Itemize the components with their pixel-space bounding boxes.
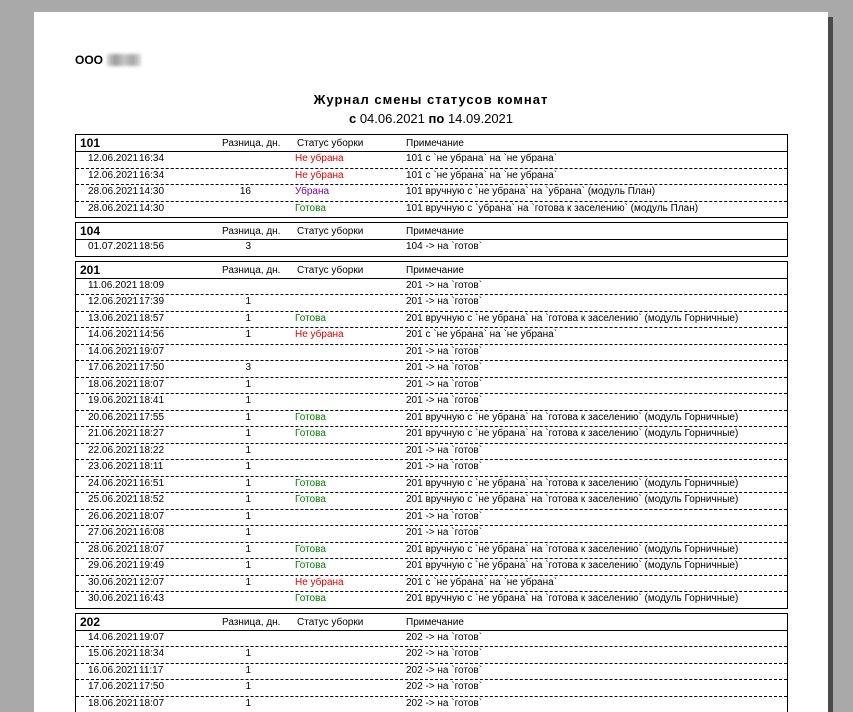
row-note: 201 -> на `готов` [406, 461, 482, 472]
row-diff-days: 1 [231, 395, 251, 406]
room-sections [75, 134, 788, 712]
row-note: 201 вручную с `не убрана` на `готова к заселению` (модуль Горничные) [406, 494, 738, 505]
row-cleaning-status: Готова [295, 428, 326, 439]
row-date: 19.06.2021 [88, 395, 138, 406]
column-header-diff: Разница, дн. [222, 617, 280, 628]
row-date: 26.06.2021 [88, 511, 138, 522]
row-note: 101 с `не убрана` на `не убрана` [406, 153, 557, 164]
row-note: 201 вручную с `не убрана` на `готова к заселению` (модуль Горничные) [406, 478, 738, 489]
row-date: 21.06.2021 [88, 428, 138, 439]
row-note: 201 вручную с `не убрана` на `готова к заселению` (модуль Горничные) [406, 544, 738, 555]
row-diff-days: 1 [231, 544, 251, 555]
row-diff-days: 1 [231, 527, 251, 538]
log-row [76, 592, 787, 608]
row-date: 23.06.2021 [88, 461, 138, 472]
room-number: 101 [80, 136, 100, 150]
row-time: 18:56 [139, 241, 164, 252]
log-row [76, 647, 787, 664]
column-header-note: Примечание [406, 617, 464, 628]
period-to-label: по [429, 111, 445, 126]
room-number: 202 [80, 615, 100, 629]
room-number: 104 [80, 224, 100, 238]
report-title: Журнал смены статусов комнат [34, 92, 828, 107]
row-note: 201 вручную с `не убрана` на `готова к заселению` (модуль Горничные) [406, 560, 738, 571]
row-time: 17:55 [139, 412, 164, 423]
row-date: 14.06.2021 [88, 632, 138, 643]
log-row [76, 240, 787, 256]
row-diff-days: 1 [231, 560, 251, 571]
row-cleaning-status: Готова [295, 560, 326, 571]
room-section [75, 134, 788, 218]
row-time: 11:17 [139, 665, 163, 676]
row-cleaning-status: Не убрана [295, 153, 344, 164]
row-time: 18:07 [139, 698, 164, 709]
row-time: 16:51 [139, 478, 164, 489]
log-row [76, 295, 787, 312]
row-time: 16:08 [139, 527, 164, 538]
row-time: 12:07 [139, 577, 164, 588]
row-diff-days: 1 [231, 313, 251, 324]
row-time: 19:07 [139, 346, 164, 357]
column-header-diff: Разница, дн. [222, 265, 280, 276]
row-diff-days: 1 [231, 494, 251, 505]
row-note: 201 с `не убрана` на `не убрана` [406, 329, 557, 340]
row-note: 201 -> на `готов` [406, 511, 482, 522]
log-row [76, 631, 787, 648]
column-header-diff: Разница, дн. [222, 138, 280, 149]
room-header [76, 262, 787, 279]
row-diff-days: 1 [231, 329, 251, 340]
row-date: 22.06.2021 [88, 445, 138, 456]
log-row [76, 411, 787, 428]
room-header [76, 223, 787, 240]
row-time: 16:43 [139, 593, 164, 604]
log-row [76, 378, 787, 395]
log-row [76, 697, 787, 712]
log-row [76, 680, 787, 697]
row-time: 18:27 [139, 428, 164, 439]
row-time: 18:41 [139, 395, 164, 406]
log-row [76, 510, 787, 527]
row-diff-days: 1 [231, 445, 251, 456]
row-time: 19:49 [139, 560, 164, 571]
row-date: 27.06.2021 [88, 527, 138, 538]
company-prefix: ООО [75, 53, 103, 67]
period-from: 04.06.2021 [360, 111, 425, 126]
row-cleaning-status: Не убрана [295, 577, 344, 588]
row-diff-days: 3 [231, 241, 251, 252]
row-time: 17:39 [139, 296, 164, 307]
column-header-status: Статус уборки [297, 265, 363, 276]
log-row [76, 312, 787, 329]
report-period [34, 111, 828, 126]
row-date: 13.06.2021 [88, 313, 138, 324]
row-cleaning-status: Готова [295, 544, 326, 555]
column-header-status: Статус уборки [297, 226, 363, 237]
column-header-note: Примечание [406, 226, 464, 237]
row-note: 201 -> на `готов` [406, 379, 482, 390]
row-note: 201 вручную с `не убрана` на `готова к заселению` (модуль Горничные) [406, 412, 738, 423]
row-date: 20.06.2021 [88, 412, 138, 423]
room-section [75, 613, 788, 712]
row-note: 101 вручную с `убрана` на `готова к заселению` (модуль План) [406, 203, 698, 214]
column-header-note: Примечание [406, 138, 464, 149]
room-header [76, 614, 787, 631]
row-time: 18:57 [139, 313, 164, 324]
row-date: 14.06.2021 [88, 346, 138, 357]
row-note: 201 вручную с `не убрана` на `готова к заселению` (модуль Горничные) [406, 313, 738, 324]
column-header-status: Статус уборки [297, 138, 363, 149]
row-date: 16.06.2021 [88, 665, 138, 676]
row-note: 202 -> на `готов` [406, 632, 482, 643]
row-diff-days: 1 [231, 681, 251, 692]
row-date: 24.06.2021 [88, 478, 138, 489]
row-date: 15.06.2021 [88, 648, 138, 659]
log-row [76, 576, 787, 593]
row-diff-days: 16 [231, 186, 251, 197]
log-row [76, 543, 787, 560]
row-note: 201 -> на `готов` [406, 362, 482, 373]
row-date: 14.06.2021 [88, 329, 138, 340]
log-row [76, 185, 787, 202]
room-section [75, 222, 788, 257]
period-to: 14.09.2021 [448, 111, 513, 126]
row-note: 202 -> на `готов` [406, 681, 482, 692]
room-number: 201 [80, 263, 100, 277]
column-header-status: Статус уборки [297, 617, 363, 628]
row-time: 18:52 [139, 494, 164, 505]
row-date: 30.06.2021 [88, 577, 138, 588]
row-date: 28.06.2021 [88, 186, 138, 197]
log-row [76, 460, 787, 477]
row-cleaning-status: Не убрана [295, 329, 344, 340]
row-date: 25.06.2021 [88, 494, 138, 505]
row-note: 202 -> на `готов` [406, 648, 482, 659]
row-time: 17:50 [139, 362, 164, 373]
row-diff-days: 3 [231, 362, 251, 373]
row-time: 16:34 [139, 170, 164, 181]
log-row [76, 328, 787, 345]
row-cleaning-status: Готова [295, 593, 326, 604]
row-time: 14:30 [139, 186, 164, 197]
company-name [75, 53, 141, 67]
row-time: 14:30 [139, 203, 164, 214]
log-row [76, 664, 787, 681]
row-time: 18:07 [139, 511, 164, 522]
row-diff-days: 1 [231, 698, 251, 709]
row-diff-days: 1 [231, 478, 251, 489]
log-row [76, 493, 787, 510]
row-note: 101 вручную с `не убрана` на `убрана` (модуль План) [406, 186, 655, 197]
row-note: 201 с `не убрана` на `не убрана` [406, 577, 557, 588]
log-row [76, 477, 787, 494]
row-date: 12.06.2021 [88, 153, 138, 164]
row-diff-days: 1 [231, 379, 251, 390]
column-header-diff: Разница, дн. [222, 226, 280, 237]
column-header-note: Примечание [406, 265, 464, 276]
log-row [76, 169, 787, 186]
report-page [34, 12, 828, 712]
row-time: 18:11 [139, 461, 163, 472]
row-date: 12.06.2021 [88, 296, 138, 307]
row-note: 201 -> на `готов` [406, 296, 482, 307]
row-date: 11.06.2021 [88, 280, 137, 291]
row-time: 18:34 [139, 648, 164, 659]
row-cleaning-status: Готова [295, 494, 326, 505]
row-date: 01.07.2021 [88, 241, 138, 252]
row-date: 18.06.2021 [88, 379, 138, 390]
row-diff-days: 1 [231, 511, 251, 522]
row-note: 201 вручную с `не убрана` на `готова к заселению` (модуль Горничные) [406, 593, 738, 604]
row-time: 18:09 [139, 280, 164, 291]
row-cleaning-status: Не убрана [295, 170, 344, 181]
redacted-company-name [107, 54, 141, 66]
row-time: 19:07 [139, 632, 164, 643]
log-row [76, 202, 787, 218]
log-row [76, 345, 787, 362]
row-note: 202 -> на `готов` [406, 698, 482, 709]
row-time: 16:34 [139, 153, 164, 164]
row-diff-days: 1 [231, 577, 251, 588]
row-note: 201 -> на `готов` [406, 280, 482, 291]
log-row [76, 279, 787, 296]
log-row [76, 394, 787, 411]
row-cleaning-status: Готова [295, 313, 326, 324]
row-time: 14:56 [139, 329, 164, 340]
row-date: 12.06.2021 [88, 170, 138, 181]
room-section [75, 261, 788, 609]
row-cleaning-status: Готова [295, 478, 326, 489]
row-note: 202 -> на `готов` [406, 665, 482, 676]
row-cleaning-status: Убрана [295, 186, 329, 197]
row-note: 201 -> на `готов` [406, 346, 482, 357]
row-time: 18:07 [139, 379, 164, 390]
row-date: 28.06.2021 [88, 203, 138, 214]
row-date: 29.06.2021 [88, 560, 138, 571]
log-row [76, 444, 787, 461]
log-row [76, 559, 787, 576]
row-cleaning-status: Готова [295, 412, 326, 423]
row-note: 201 -> на `готов` [406, 445, 482, 456]
row-note: 104 -> на `готов` [406, 241, 482, 252]
log-row [76, 152, 787, 169]
row-note: 101 с `не убрана` на `не убрана` [406, 170, 557, 181]
log-row [76, 361, 787, 378]
row-date: 28.06.2021 [88, 544, 138, 555]
row-diff-days: 1 [231, 296, 251, 307]
row-date: 30.06.2021 [88, 593, 138, 604]
row-cleaning-status: Готова [295, 203, 326, 214]
row-diff-days: 1 [231, 461, 251, 472]
row-diff-days: 1 [231, 665, 251, 676]
row-date: 17.06.2021 [88, 681, 138, 692]
row-time: 18:07 [139, 544, 164, 555]
row-date: 18.06.2021 [88, 698, 138, 709]
room-header [76, 135, 787, 152]
row-diff-days: 1 [231, 648, 251, 659]
row-date: 17.06.2021 [88, 362, 138, 373]
period-from-label: с [349, 111, 356, 126]
row-diff-days: 1 [231, 412, 251, 423]
row-note: 201 вручную с `не убрана` на `готова к заселению` (модуль Горничные) [406, 428, 738, 439]
row-note: 201 -> на `готов` [406, 395, 482, 406]
row-note: 201 -> на `готов` [406, 527, 482, 538]
log-row [76, 526, 787, 543]
log-row [76, 427, 787, 444]
row-diff-days: 1 [231, 428, 251, 439]
row-time: 18:22 [139, 445, 164, 456]
row-time: 17:50 [139, 681, 164, 692]
